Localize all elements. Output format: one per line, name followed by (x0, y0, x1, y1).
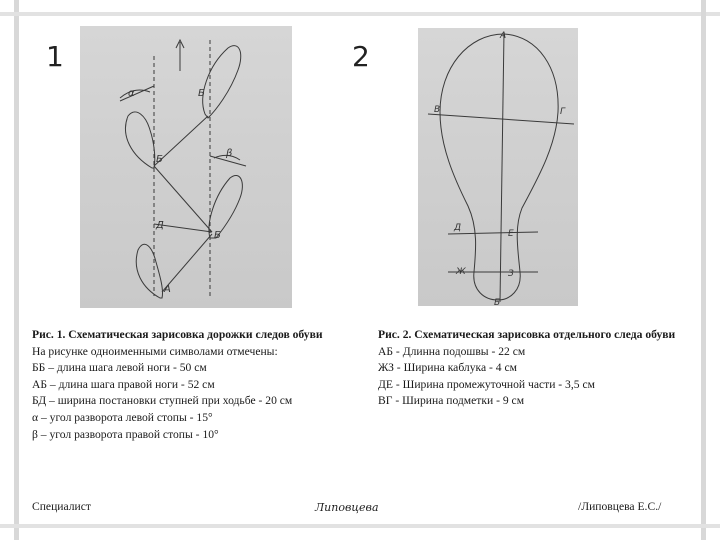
label-b-right: Б (214, 230, 221, 241)
label-z: З (508, 269, 514, 279)
figure-1-line: ББ – длина шага левой ноги - 50 см (32, 361, 207, 375)
label-b-top: Б (198, 88, 205, 99)
figure-1-title: Рис. 1. Схематическая зарисовка дорожки следов обуви (32, 328, 323, 341)
frame-bottom-border (0, 524, 720, 528)
figure-2-line: АБ - Длинна подошвы - 22 см (378, 344, 526, 358)
label-b-mid: Б (156, 154, 163, 165)
figure-2-number: 2 (352, 40, 371, 73)
label-a: А (164, 284, 171, 295)
length-line (500, 31, 507, 302)
figure-1-line: БД – ширина постановки ступней при ходьбе - 20 см (32, 394, 293, 408)
figure-1-line: β – угол разворота правой стопы - 10° (32, 427, 219, 441)
frame-top-border (0, 12, 720, 16)
frame-right-border (701, 0, 706, 540)
label-e: Е (508, 229, 514, 239)
figure-1-line: АБ – длина шага правой ноги - 52 см (32, 377, 215, 391)
figure-1-line: α – угол разворота левой стопы - 15° (32, 410, 213, 424)
label-b: Б (494, 298, 501, 306)
label-d: Д (454, 223, 462, 233)
figure-2-line: ДЕ - Ширина промежуточной части - 3,5 см (378, 377, 595, 391)
label-g: Г (560, 107, 566, 117)
label-v: В (434, 105, 441, 115)
specialist-name: /Липовцева Е.С./ (578, 500, 662, 513)
figure-1-caption (32, 327, 362, 443)
signature: Липовцева (315, 501, 379, 514)
forefoot-width-line (428, 114, 574, 124)
footprint-track-sketch (80, 26, 292, 308)
footprint-top-right (203, 46, 241, 118)
label-d: Д (156, 220, 164, 231)
single-footprint-photo (418, 28, 578, 306)
figure-1-number: 1 (46, 40, 65, 73)
midsection-width-line (448, 232, 538, 234)
label-a: А (500, 31, 507, 41)
label-zh: Ж (456, 267, 466, 277)
figure-2-caption (378, 327, 678, 410)
figure-2-line: ВГ - Ширина подметки - 9 см (378, 394, 525, 408)
specialist-label: Специалист (32, 500, 91, 513)
footprint-middle-right (209, 175, 242, 238)
footprint-track-photo (80, 26, 292, 308)
single-footprint-sketch (418, 28, 578, 306)
frame-left-border (14, 0, 19, 540)
figure-2-line: ЖЗ - Ширина каблука - 4 см (378, 361, 517, 375)
figure-2-title: Рис. 2. Схематическая зарисовка отдельного следа обуви (378, 328, 676, 341)
figure-1-line: На рисунке одноименными символами отмечены: (32, 344, 278, 358)
alpha-angle-ray (120, 86, 154, 101)
footprint-bottom-left (136, 244, 162, 298)
label-beta: β (226, 148, 233, 159)
label-alpha: α (128, 88, 135, 99)
sole-outline (440, 34, 558, 300)
footprint-top-left (125, 112, 154, 168)
